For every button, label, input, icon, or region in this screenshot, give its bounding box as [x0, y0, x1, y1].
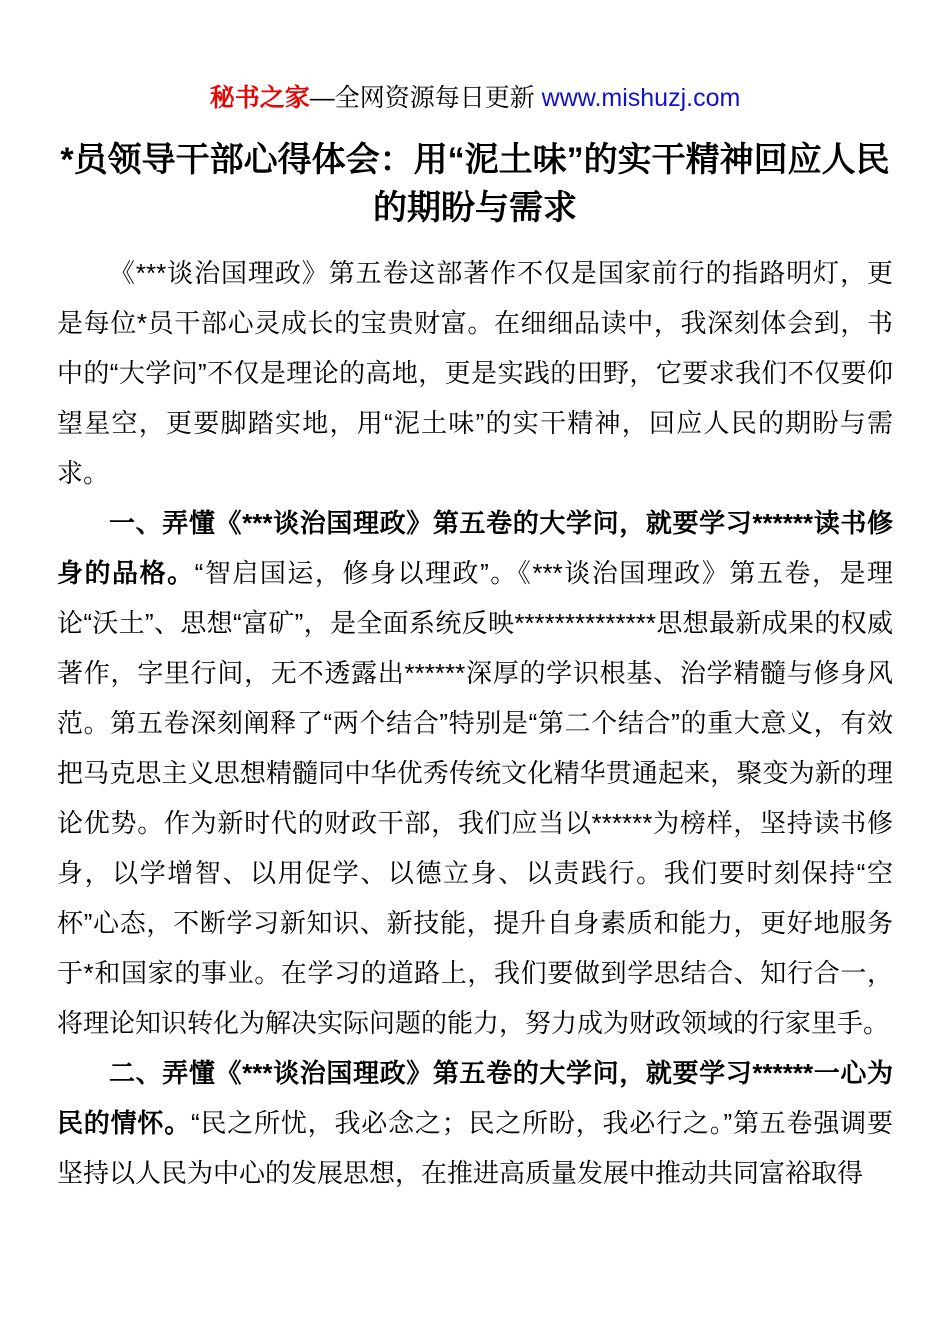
paragraph-point-two	[57, 1048, 893, 1198]
document-title: *员领导干部心得体会：用“泥土味”的实干精神回应人民的期盼与需求	[60, 141, 890, 227]
site-brand: 秘书之家	[209, 84, 310, 112]
paragraph-intro	[57, 248, 893, 498]
paragraph-point-two-text: “民之所忧，我必念之；民之所盼，我必行之。”第五卷强调要坚持以人民为中心的发展思想，在推进高质量发展中推动共同富裕取得	[57, 1108, 893, 1188]
site-header	[57, 82, 893, 114]
paragraph-point-one	[57, 498, 893, 1048]
paragraph-point-one-text: “智启国运，修身以理政”。《***谈治国理政》第五卷，是理论“沃土”、思想“富矿”，是全面系统反映**************思想最新成果的权威著作，字里行间，无不透露出******深厚的学识根基、治学精髓与修身风范。第五卷深刻阐释了“两个结合”特别是“第二个结合”的重大意义，有效把马克思主义思想精髓同中华优秀传统文化精华贯通起来，聚变为新的理论优势。作为新时代的财政干部，我们应当以******为榜样，坚持读书修身，以学增智、以用促学、以德立身、以责践行。我们要时刻保持“空杯”心态，不断学习新知识、新技能，提升自身素质和能力，更好地服务于*和国家的事业。在学习的道路上，我们要做到学思结合、知行合一，将理论知识转化为解决实际问题的能力，努力成为财政领域的行家里手。	[57, 558, 893, 1038]
paragraph-point-one-lead: 一、弄懂《***谈治国理政》第五卷的大学问，就要学习******读书修身的品格。	[57, 508, 893, 588]
site-tagline: —全网资源每日更新	[309, 84, 542, 112]
document-body	[57, 248, 893, 1198]
paragraph-point-two-lead: 二、弄懂《***谈治国理政》第五卷的大学问，就要学习******一心为民的情怀。	[57, 1058, 893, 1138]
paragraph-intro-text: 《***谈治国理政》第五卷这部著作不仅是国家前行的指路明灯，更是每位*员干部心灵成长的宝贵财富。在细细品读中，我深刻体会到，书中的“大学问”不仅是理论的高地，更是实践的田野，它要求我们不仅要仰望星空，更要脚踏实地，用“泥土味”的实干精神，回应人民的期盼与需求。	[57, 258, 893, 488]
site-url-link[interactable]: www.mishuzj.com	[541, 84, 741, 112]
